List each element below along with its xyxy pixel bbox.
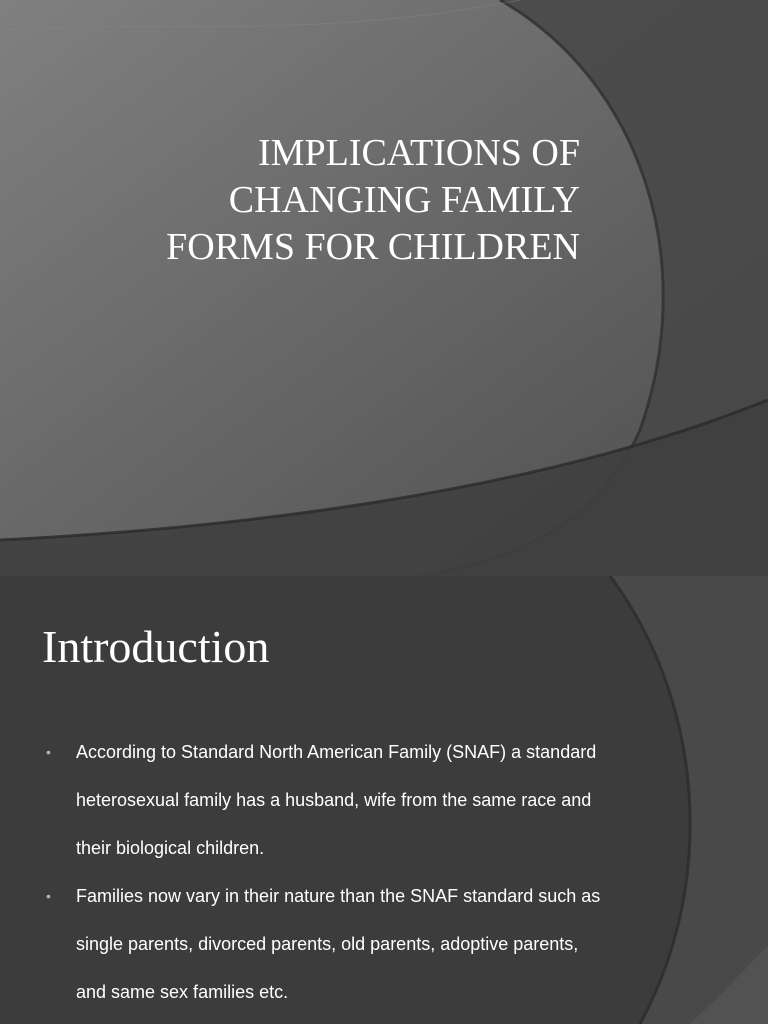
- slide-title: [60, 130, 580, 271]
- bullet-text-line: their biological children.: [76, 838, 265, 858]
- title-line: FORMS FOR CHILDREN: [166, 226, 580, 268]
- slide-heading: Introduction: [42, 621, 270, 672]
- bullet-text-line: heterosexual family has a husband, wife from the same race and: [76, 790, 592, 810]
- bullet-icon: •: [46, 744, 51, 760]
- list-item: [46, 872, 676, 1016]
- bullet-text-line: single parents, divorced parents, old parents, adoptive parents,: [76, 934, 579, 954]
- bullet-text-line: According to Standard North American Family (SNAF) a standard: [76, 742, 597, 762]
- bullet-icon: •: [46, 888, 51, 904]
- list-item: [46, 728, 676, 872]
- bullet-text-line: Families now vary in their nature than the SNAF standard such as: [76, 886, 601, 906]
- title-line: IMPLICATIONS OF: [258, 132, 580, 174]
- bullet-list: [46, 728, 676, 1016]
- title-line: CHANGING FAMILY: [228, 179, 580, 221]
- bullet-text-line: and same sex families etc.: [76, 982, 289, 1002]
- introduction-slide: [0, 576, 768, 1024]
